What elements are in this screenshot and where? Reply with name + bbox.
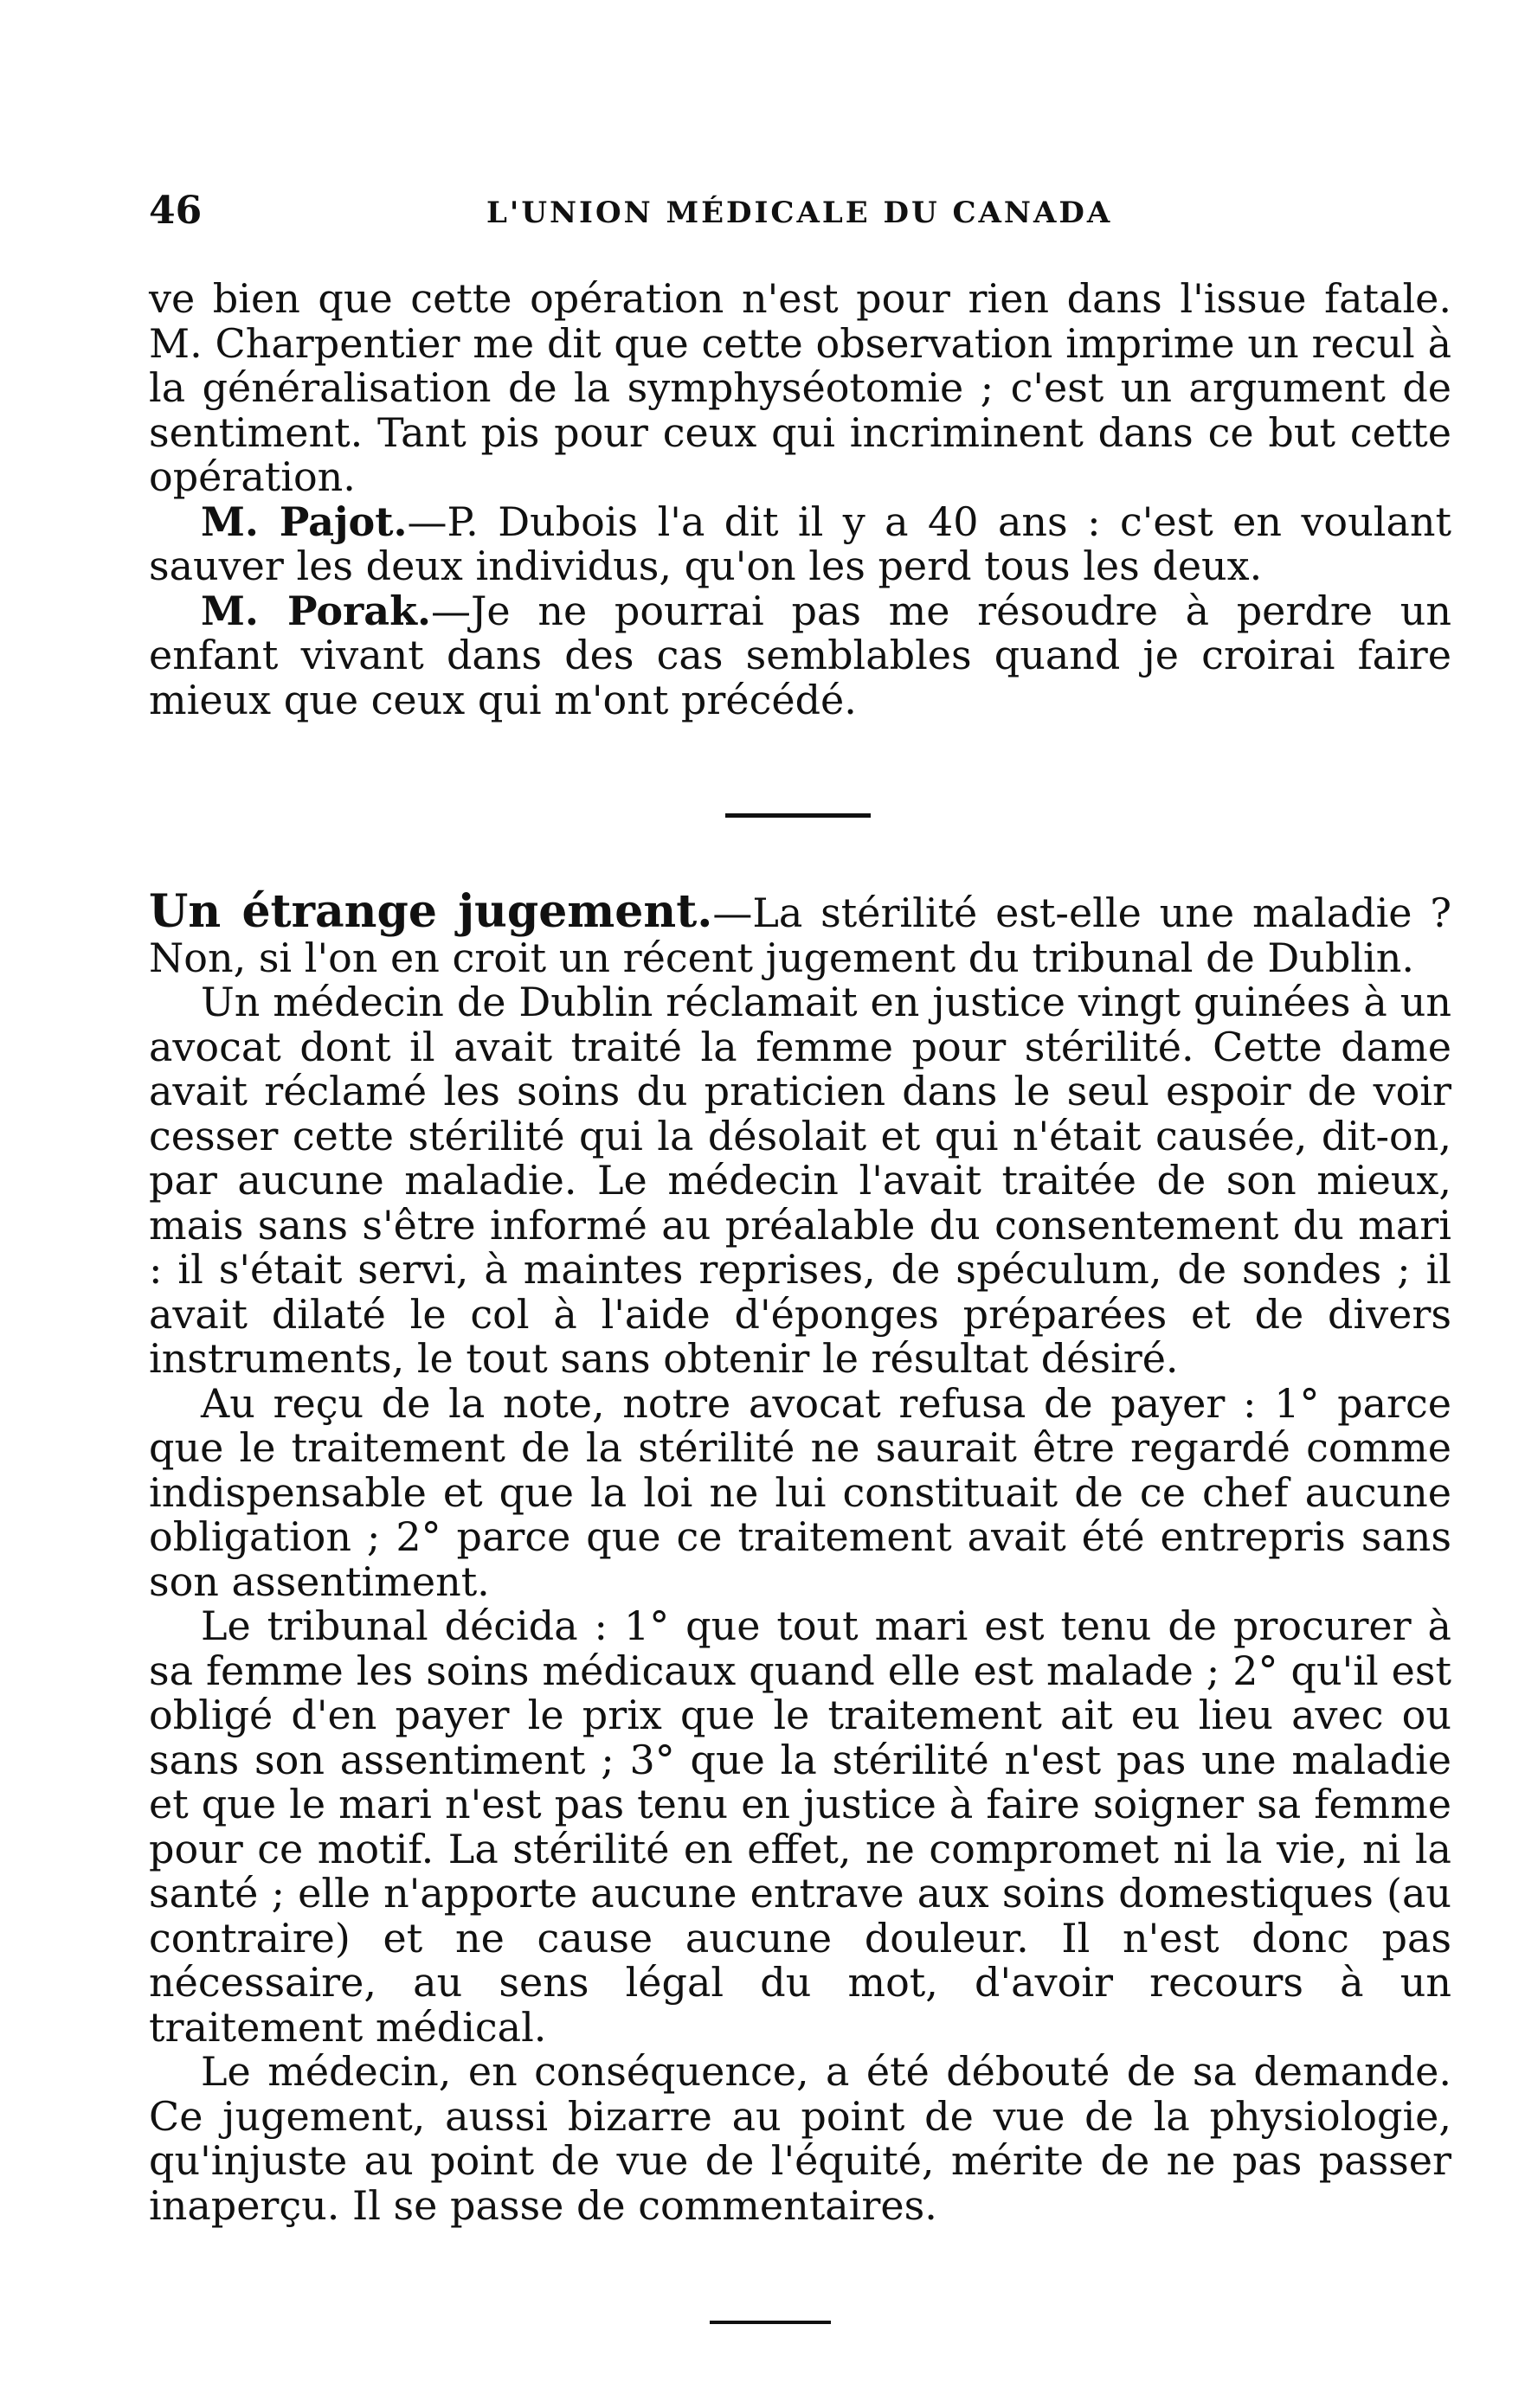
intro-text: —La stérilité est-elle une maladie ? Non, si l'on en croit un récent jugement du tribunal de Dublin.	[149, 889, 1452, 981]
speaker-name: M. Porak.	[201, 587, 431, 634]
paragraph: Au reçu de la note, notre avocat refusa de payer : 1° parce que le traitement de la stérilité ne saurait être regardé comme indispensable et que la loi ne lui constituait de ce chef aucune obligation ; 2° parce que ce traitement avait été entrepris sans son assentiment.	[149, 1379, 1451, 1605]
article-heading: Un étrange jugement.	[149, 885, 713, 938]
paragraph-text: —P. Dubois l'a dit il y a 40 ans : c'est en voulant sauver les deux individus, qu'on les perd tous les deux.	[149, 498, 1451, 589]
article-continuation	[149, 277, 1451, 722]
article-un-etrange-jugement	[149, 885, 1452, 2229]
speaker-name: M. Pajot.	[201, 498, 408, 545]
page-header	[149, 189, 1447, 232]
article-intro	[149, 885, 1452, 981]
end-divider	[710, 2321, 831, 2324]
paragraph: Le tribunal décida : 1° que tout mari est tenu de procurer à sa femme les soins médicaux quand elle est malade ; 2° qu'il est obligé d'en payer le prix que le traitement ait eu lieu avec ou sans son assentiment ; 3° que la stérilité n'est pas une maladie et que le mari n'est pas tenu en justice à faire soigner sa femme pour ce motif. La stérilité en effet, ne compromet ni la vie, ni la santé ; elle n'apporte aucune entrave aux soins domestiques (au contraire) et ne cause aucune douleur. Il n'est donc pas nécessaire, au sens légal du mot, d'avoir recours à un traitement médical.	[149, 1602, 1451, 2051]
paragraph-porak	[149, 589, 1451, 723]
paragraph-text: —Je ne pourrai pas me résoudre à perdre un enfant vivant dans des cas semblables quand je croirai faire mieux que ceux qui m'ont précédé.	[149, 587, 1451, 723]
paragraph: Le médecin, en conséquence, a été débouté de sa demande. Ce jugement, aussi bizarre au point de vue de la physiologie, qu'injuste au point de vue de l'équité, mérite de ne pas passer inaperçu. Il se passe de commentaires.	[149, 2048, 1451, 2229]
section-divider	[725, 813, 871, 818]
paragraph-pajot	[149, 500, 1451, 589]
running-title: L'UNION MÉDICALE DU CANADA	[486, 196, 1113, 230]
paragraph: ve bien que cette opération n'est pour rien dans l'issue fatale. M. Charpentier me dit que cette observation imprime un recul à la généralisation de la symphyséotomie ; c'est un argument de sentiment. Tant pis pour ceux qui incriminent dans ce but cette opération.	[149, 275, 1451, 500]
page-number: 46	[149, 189, 203, 233]
paragraph: Un médecin de Dublin réclamait en justice vingt guinées à un avocat dont il avait traité la femme pour stérilité. Cette dame avait réclamé les soins du praticien dans le seul espoir de voir cesser cette stérilité qui la désolait et qui n'était causée, dit-on, par aucune maladie. Le médecin l'avait traitée de son mieux, mais sans s'être informé au préalable du consentement du mari : il s'était servi, à maintes reprises, de spéculum, de sondes ; il avait dilaté le col à l'aide d'éponges préparées et de divers instruments, le tout sans obtenir le résultat désiré.	[149, 979, 1451, 1382]
